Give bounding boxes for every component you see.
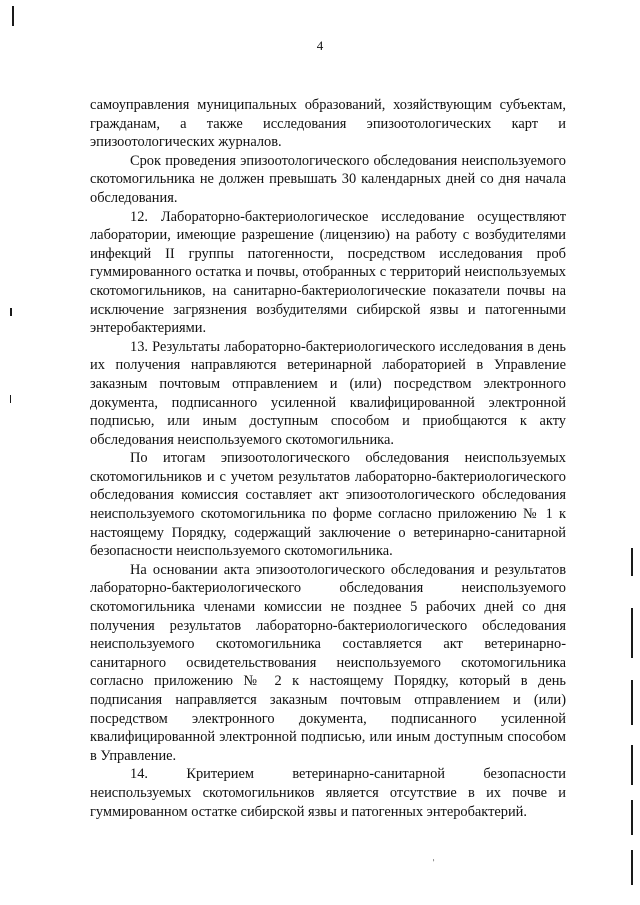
scan-edge-mark: [631, 608, 633, 658]
scan-edge-mark: [631, 548, 633, 576]
scan-edge-mark: [631, 680, 633, 725]
paragraph-item-12: 12. Лабораторно-бактериологическое исследование осуществляют лаборатории, имеющие разрешение (лицензию) на работу с возбудителями инфекций II группы патогенности, посредством исследования проб гуммированного остатка и почвы, отобранных с территорий неиспользуемых скотомогильников, на санитарно-бактериологические показатели почвы на исключение загрязнения возбудителями сибирской язвы и патогенными энтеробактериями.: [90, 208, 566, 337]
page-number: 4: [316, 38, 324, 53]
scan-edge-mark: [12, 6, 14, 26]
paragraph-survey-results: По итогам эпизоотологического обследования неиспользуемых скотомогильников и с учетом результатов лабораторно-бактериологического обследования комиссия составляет акт эпизоотологического обследования неиспользуемого скотомогильника по форме согласно приложению № 1 к настоящему Порядку, содержащий заключение о ветеринарно-санитарной безопасности неиспользуемого скотомогильника.: [90, 450, 566, 560]
scan-edge-mark: [631, 745, 633, 785]
scan-edge-mark: [631, 800, 633, 835]
paragraph-survey-deadline: Срок проведения эпизоотологического обследования неиспользуемого скотомогильника не должен превышать 30 календарных дней со дня начала обследования.: [90, 152, 566, 206]
scan-edge-mark: [10, 395, 11, 403]
document-body: [90, 96, 566, 821]
paragraph-continuation: самоуправления муниципальных образований, хозяйствующим субъектам, гражданам, а также исследования эпизоотологических карт и эпизоотологических журналов.: [90, 97, 566, 151]
scan-edge-mark: [631, 850, 633, 885]
paragraph-inspection-act: На основании акта эпизоотологического обследования и результатов лабораторно-бактериологического обследования неиспользуемого скотомогильника членами комиссии не позднее 5 рабочих дней со дня получения результатов лабораторно-бактериологического обследования неиспользуемого скотомогильника составляется акт ветеринарно-санитарного освидетельствования неиспользуемого скотомогильника согласно приложению № 2 к настоящему Порядку, который в день подписания направляется заказным почтовым отправлением и (или) посредством электронного документа, подписанного усиленной квалифицированной электронной подписью, или иным доступным способом в Управление.: [90, 561, 566, 764]
paragraph-item-14: 14. Критерием ветеринарно-санитарной безопасности неиспользуемых скотомогильников является отсутствие в их почве и гуммированном остатке сибирской язвы и патогенных энтеробактерий.: [90, 766, 566, 820]
scan-speck: ⸒: [432, 851, 436, 862]
scan-edge-mark: [10, 308, 12, 316]
paragraph-item-13: 13. Результаты лабораторно-бактериологического исследования в день их получения направляются ветеринарной лабораторией в Управление заказным почтовым отправлением и (или) посредством электронного документа, подписанного усиленной квалифицированной электронной подписью, или иным доступным способом и приобщаются к акту обследования неиспользуемого скотомогильника.: [90, 338, 566, 448]
